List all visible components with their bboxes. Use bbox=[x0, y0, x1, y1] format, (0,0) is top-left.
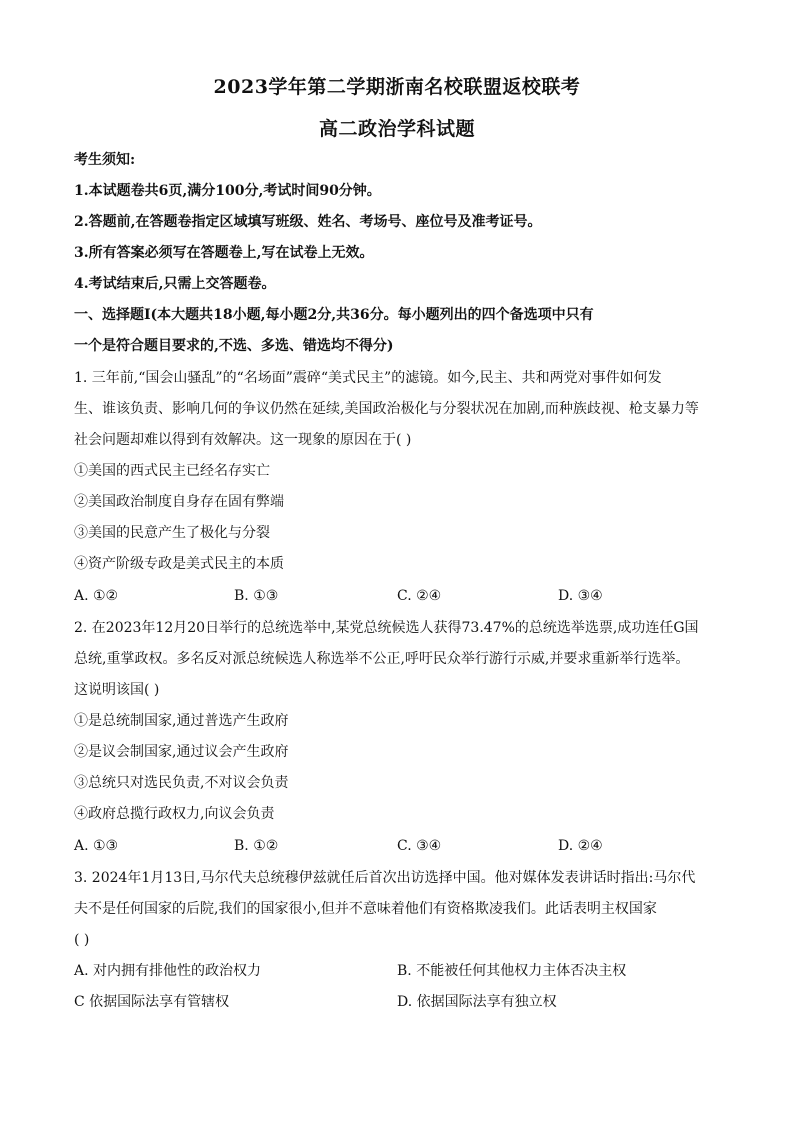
notice-heading: 考生须知: bbox=[74, 152, 136, 168]
q1-option-c: C. ②④ bbox=[397, 588, 442, 604]
q1-statement: ②美国政治制度自身存在固有弊端 bbox=[74, 494, 284, 510]
q1-stem-line: 生、谁该负责、影响几何的争议仍然在延续,美国政治极化与分裂状况在加剧,而种族歧视、枪支暴力等 bbox=[74, 401, 699, 417]
q1-statement: ③美国的民意产生了极化与分裂 bbox=[74, 525, 270, 541]
q1-option-d: D. ③④ bbox=[558, 588, 603, 604]
q2-option-a: A. ①③ bbox=[74, 838, 119, 854]
q2-option-c: C. ③④ bbox=[397, 838, 442, 854]
q1-statement: ④资产阶级专政是美式民主的本质 bbox=[74, 556, 284, 572]
q3-option-b: B. 不能被任何其他权力主体否决主权 bbox=[397, 963, 627, 979]
q3-stem-line: 3. 2024年1月13日,马尔代夫总统穆伊兹就任后首次出访选择中国。他对媒体发表讲话时指出:马尔代 bbox=[74, 870, 696, 886]
q3-stem-line: 夫不是任何国家的后院,我们的国家很小,但并不意味着他们有资格欺凌我们。此话表明主权国家 bbox=[74, 901, 657, 917]
q1-stem-line: 社会问题却难以得到有效解决。这一现象的原因在于( ) bbox=[74, 432, 412, 448]
q1-option-b: B. ①③ bbox=[234, 588, 279, 604]
exam-subtitle: 高二政治学科试题 bbox=[318, 118, 475, 140]
q2-option-b: B. ①② bbox=[234, 838, 279, 854]
section-heading-cont: 一个是符合题目要求的,不选、多选、错选均不得分) bbox=[74, 338, 394, 354]
q2-statement: ③总统只对选民负责,不对议会负责 bbox=[74, 775, 289, 791]
q2-stem-line: 2. 在2023年12月20日举行的总统选举中,某党总统候选人获得73.47%的总统选举选票,成功连任G国 bbox=[74, 620, 699, 636]
q3-option-c: C 依据国际法享有管辖权 bbox=[74, 994, 230, 1010]
q2-statement: ④政府总揽行政权力,向议会负责 bbox=[74, 806, 275, 822]
notice-item: 2.答题前,在答题卷指定区域填写班级、姓名、考场号、座位号及准考证号。 bbox=[74, 214, 542, 230]
notice-item: 3.所有答案必须写在答题卷上,写在试卷上无效。 bbox=[74, 245, 374, 261]
notice-item: 4.考试结束后,只需上交答题卷。 bbox=[74, 276, 276, 292]
q1-option-a: A. ①② bbox=[74, 588, 119, 604]
q3-stem-line: ( ) bbox=[74, 932, 90, 948]
q1-statement: ①美国的西式民主已经名存实亡 bbox=[74, 463, 270, 479]
q1-stem-line: 1. 三年前,“国会山骚乱”的“名场面”震碎“美式民主”的滤镜。如今,民主、共和两党对事件如何发 bbox=[74, 370, 662, 386]
section-heading: 一、选择题Ⅰ(本大题共18小题,每小题2分,共36分。每小题列出的四个备选项中只有 bbox=[74, 307, 594, 323]
q2-option-d: D. ②④ bbox=[558, 838, 603, 854]
notice-item: 1.本试题卷共6页,满分100分,考试时间90分钟。 bbox=[74, 183, 381, 199]
q3-option-a: A. 对内拥有排他性的政治权力 bbox=[74, 963, 262, 979]
q3-option-d: D. 依据国际法享有独立权 bbox=[397, 994, 557, 1010]
exam-title: 2023学年第二学期浙南名校联盟返校联考 bbox=[213, 76, 581, 98]
q2-statement: ②是议会制国家,通过议会产生政府 bbox=[74, 744, 289, 760]
q2-stem-line: 总统,重掌政权。多名反对派总统候选人称选举不公正,呼吁民众举行游行示威,并要求重新举行选举。 bbox=[74, 651, 690, 667]
q2-stem-line: 这说明该国( ) bbox=[74, 682, 160, 698]
q2-statement: ①是总统制国家,通过普选产生政府 bbox=[74, 713, 289, 729]
